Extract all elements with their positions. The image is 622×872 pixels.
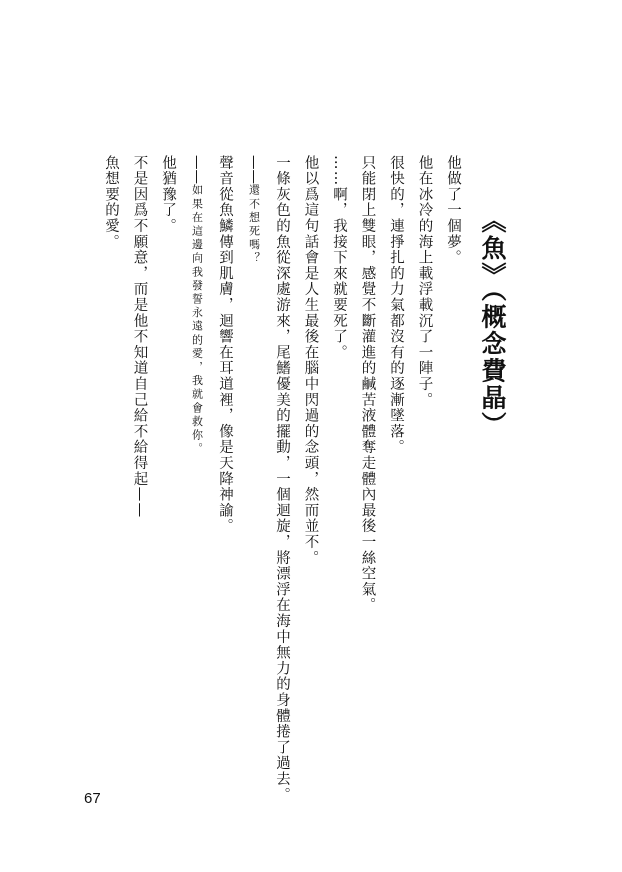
text-line: 他做了一個夢。 (445, 155, 461, 266)
fish-voice-line (239, 155, 268, 775)
page-number: 67 (84, 790, 101, 807)
fish-voice-text: 如果在這邊向我發誓永遠的愛，我就會救你。 (190, 184, 204, 456)
chapter-title: 《魚》（概念費晶） (478, 208, 507, 439)
vertical-body-text (97, 155, 468, 803)
text-line: ……啊，我接下來就要死了。 (331, 155, 347, 361)
text-line: 他在冰冷的海上載浮載沉了一陣子。 (416, 155, 433, 408)
text-line: 不是因爲不願意，而是他不知道自己給不給得起—— (131, 155, 148, 519)
text-line: 魚想要的愛。 (103, 155, 119, 250)
text-line: 他猶豫了。 (160, 155, 176, 234)
em-dash: —— (245, 155, 262, 184)
em-dash: —— (188, 155, 205, 184)
text-line: 一條灰色的魚從深處游來，尾鰭優美的擺動，一個迴旋，將漂浮在海中無力的身體捲了過去。 (274, 155, 290, 803)
text-line: 很快的，連掙扎的力氣都沒有的逐漸墜落。 (388, 155, 404, 456)
fish-voice-text: 還不想死嗎？ (247, 184, 261, 266)
text-line: 聲音從魚鱗傳到肌膚，迴響在耳道裡，像是天降神諭。 (217, 155, 233, 535)
fish-voice-line (182, 155, 211, 775)
text-line: 他以爲這句話會是人生最後在腦中閃過的念頭，然而並不。 (302, 155, 319, 566)
text-line: 只能閉上雙眼，感覺不斷灌進的鹹苦液體奪走體內最後一絲空氣。 (359, 155, 376, 614)
